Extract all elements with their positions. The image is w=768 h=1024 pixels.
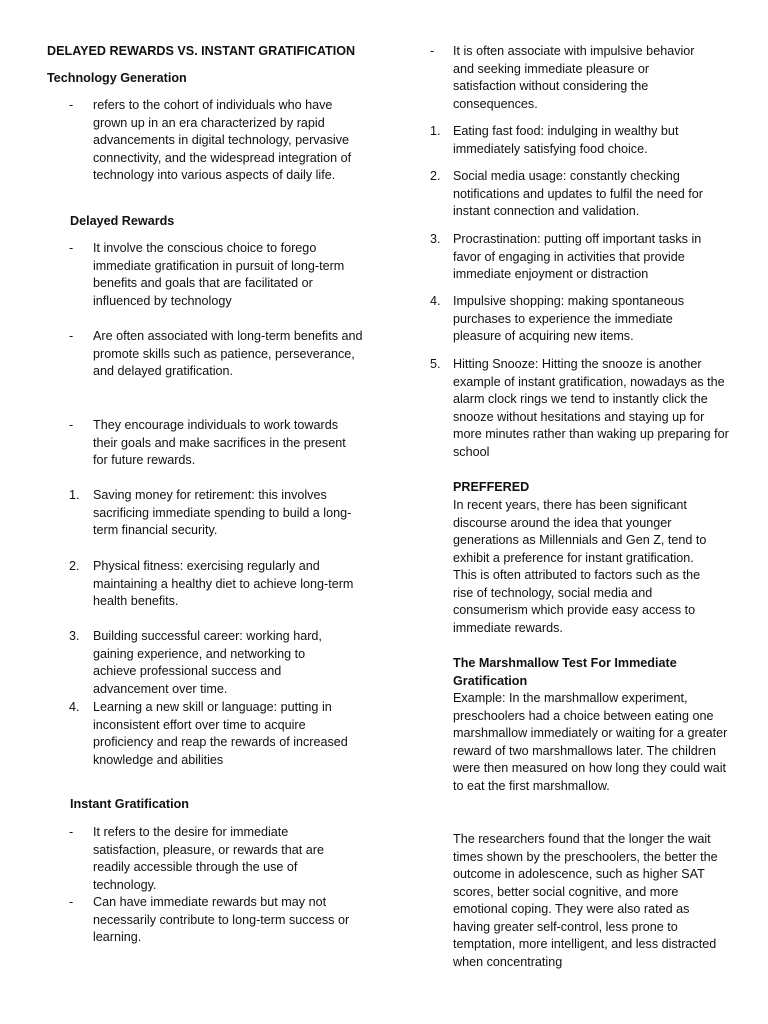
marshmallow-paragraph: Example: In the marshmallow experiment, preschoolers had a choice between eating one marshmallow immediately or waiting for a greater reward of two marshmallows later. The children were then measured on how long they could wait to eat the first marshmallow. [453,691,728,793]
delayed-bullet-1: It involve the conscious choice to forego immediate gratification in pursuit of long-term benefits and goals that are facilitated or influenced by technology [93,241,345,308]
list-number: 5. [430,357,441,371]
marshmallow-heading: The Marshmallow Test For Immediate Gratification [453,656,677,688]
tech-generation-bullet: refers to the cohort of individuals who have grown up in an era characterized by rapid advancements in digital technology, pervasive connectivity, and the widespread integration of technology into various aspects of daily life. [93,98,352,182]
instant-bullet-3: It is often associate with impulsive behavior and seeking immediate pleasure or satisfaction without considering the consequences. [453,44,695,111]
tech-generation-heading: Technology Generation [47,71,187,85]
list-number: 4. [69,700,80,714]
dash-marker: - [69,329,74,343]
list-number: 3. [430,232,441,246]
list-number: 2. [430,169,441,183]
delayed-example-2: Physical fitness: exercising regularly and maintaining a healthy diet to achieve long-term health benefits. [93,559,354,608]
delayed-rewards-heading: Delayed Rewards [70,214,175,228]
dash-marker: - [69,418,74,432]
list-number: 2. [69,559,80,573]
instant-example-5: Hitting Snooze: Hitting the snooze is another example of instant gratification, nowadays as the alarm clock rings we tend to instantly click the snooze without hesitations and staying up for more minutes rather than waking up preparing for school [453,357,729,459]
list-number: 1. [430,124,441,138]
instant-bullet-1: It refers to the desire for immediate satisfaction, pleasure, or rewards that are readily accessible through the use of technology. [93,825,324,892]
preferred-heading: PREFFERED [453,480,530,494]
dash-marker: - [69,825,74,839]
preferred-paragraph: In recent years, there has been significant discourse around the idea that younger generations as Millennials and Gen Z, tend to exhibit a preference for instant gratification. This is often attributed to factors such as the rise of technology, social media and consumerism which provide easy access to immediate rewards. [453,498,707,635]
list-number: 4. [430,294,441,308]
instant-bullet-2: Can have immediate rewards but may not necessarily contribute to long-term success or learning. [93,895,350,944]
dash-marker: - [69,895,74,909]
document-title: DELAYED REWARDS VS. INSTANT GRATIFICATION [47,44,356,58]
delayed-bullet-2: Are often associated with long-term benefits and promote skills such as patience, perseverance, and delayed gratification. [93,329,363,378]
dash-marker: - [69,241,74,255]
dash-marker: - [430,44,435,58]
instant-example-4: Impulsive shopping: making spontaneous purchases to experience the immediate pleasure of acquiring new items. [453,294,685,343]
list-number: 3. [69,629,80,643]
instant-example-3: Procrastination: putting off important tasks in favor of engaging in activities that provide immediate enjoyment or distraction [453,232,702,281]
delayed-example-1: Saving money for retirement: this involves sacrificing immediate spending to build a long-term financial security. [93,488,352,537]
instant-example-1: Eating fast food: indulging in wealthy but immediately satisfying food choice. [453,124,679,156]
list-number: 1. [69,488,80,502]
instant-gratification-heading: Instant Gratification [70,797,189,811]
instant-example-2: Social media usage: constantly checking notifications and updates to fulfil the need for instant connection and validation. [453,169,703,218]
dash-marker: - [69,98,74,112]
researchers-paragraph: The researchers found that the longer the wait times shown by the preschoolers, the better the outcome in adolescence, such as higher SAT scores, better social cognitive, and more emotional coping. They were also rated as having greater self-control, less prone to temptation, more intelligent, and less distracted when concentrating [453,832,718,969]
delayed-example-4: Learning a new skill or language: putting in inconsistent effort over time to acquire proficiency and reap the rewards of increased knowledge and abilities [93,700,348,767]
delayed-bullet-3: They encourage individuals to work towards their goals and make sacrifices in the present for future rewards. [93,418,346,467]
delayed-example-3: Building successful career: working hard, gaining experience, and networking to achieve professional success and advancement over time. [93,629,322,696]
